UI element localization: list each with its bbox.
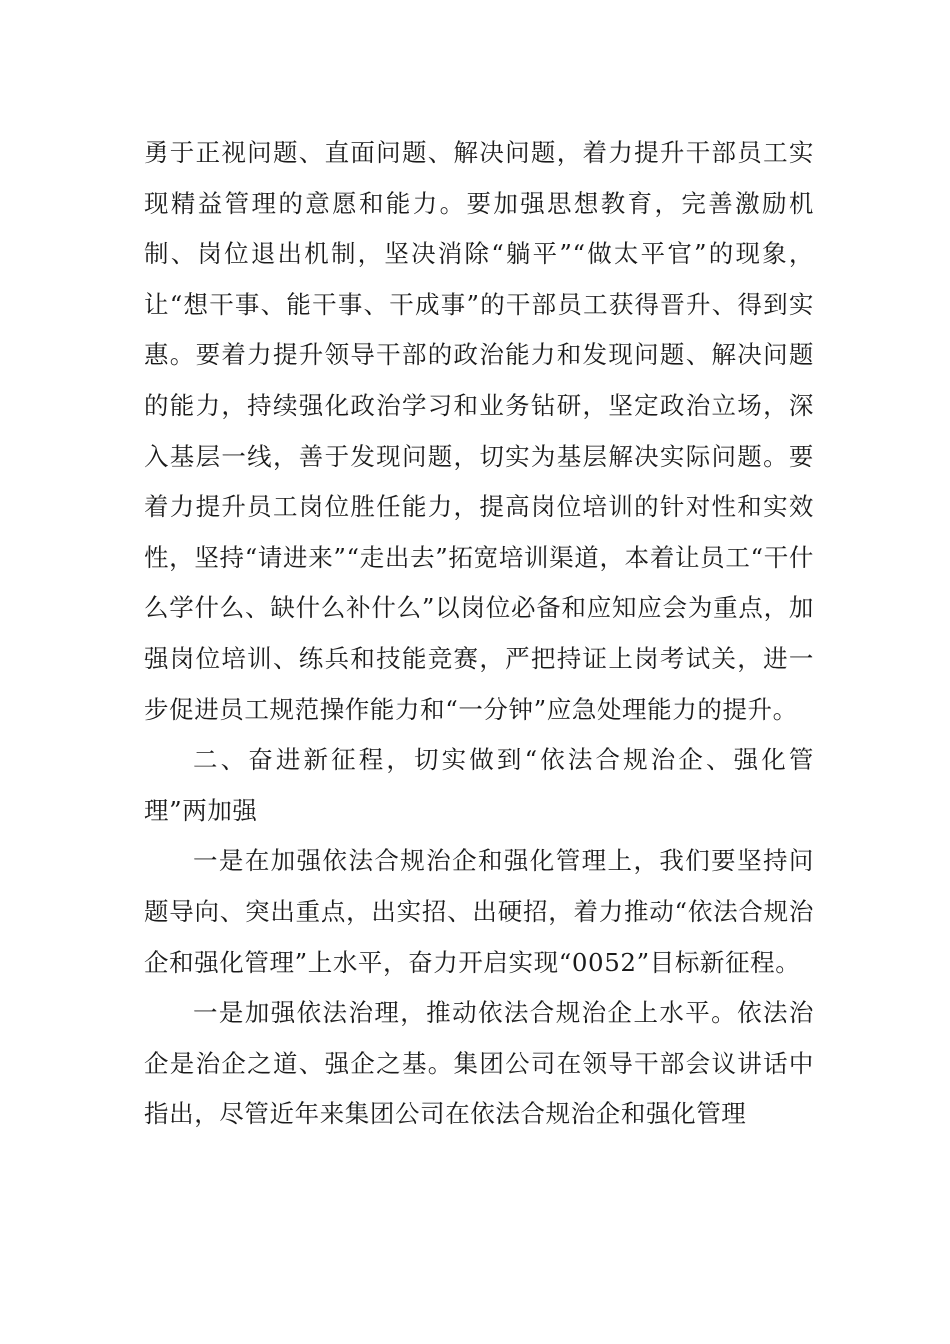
body-paragraph-continued: 勇于正视问题、直面问题、解决问题，着力提升干部员工实现精益管理的意愿和能力。要加强思想教育，完善激励机制、岗位退出机制，坚决消除“躺平”“做太平官”的现象，让“想干事、能干事、干成事”的干部员工获得晋升、得到实惠。要着力提升领导干部的政治能力和发现问题、解决问题的能力，持续强化政治学习和业务钻研，坚定政治立场，深入基层一线，善于发现问题，切实为基层解决实际问题。要着力提升员工岗位胜任能力，提高岗位培训的针对性和实效性，坚持“请进来”“走出去”拓宽培训渠道，本着让员工“干什么学什么、缺什么补什么”以岗位必备和应知应会为重点，加强岗位培训、练兵和技能竞赛，严把持证上岗考试关，进一步促进员工规范操作能力和“一分钟”应急处理能力的提升。	[144, 138, 814, 724]
section-heading: 二、奋进新征程，切实做到“依法合规治企、强化管理”两加强	[144, 745, 814, 825]
body-paragraph: 一是在加强依法合规治企和强化管理上，我们要坚持问题导向、突出重点，出实招、出硬招，着力推动“依法合规治企和强化管理”上水平，奋力开启实现“0052”目标新征程。	[144, 846, 814, 977]
body-paragraph: 一是加强依法治理，推动依法合规治企上水平。依法治企是治企之道、强企之基。集团公司在领导干部会议讲话中指出，尽管近年来集团公司在依法合规治企和强化管理	[144, 998, 814, 1129]
document-body	[144, 128, 814, 1140]
